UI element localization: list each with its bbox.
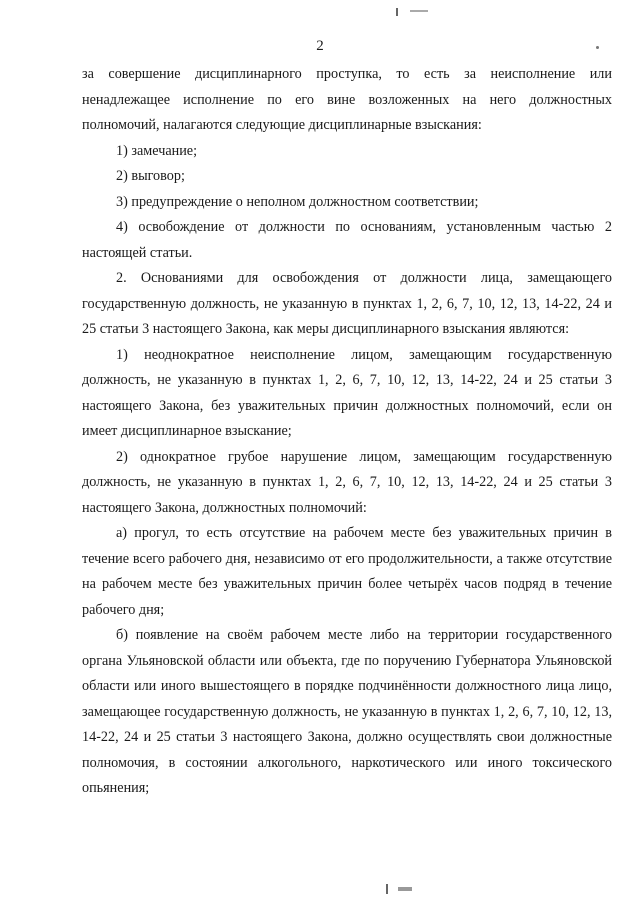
scan-artifact: [410, 10, 428, 12]
paragraph-intro: за совершение дисциплинарного проступка, то есть за неисполнение или ненадлежащее исполнение по его вине возложенных на него должностных полномочий, налагаются следующие дисциплинарные взыскания:: [82, 66, 612, 133]
scan-artifact: [396, 8, 398, 16]
scan-artifact: [398, 887, 412, 891]
list-item-absence: а) прогул, то есть отсутствие на рабочем месте без уважительных причин в течение всего рабочего дня, независимо от его продолжительности, а также отсутствие на рабочем месте без уважительных причин более четырёх часов подряд в течение рабочего дня;: [82, 525, 612, 618]
scan-artifact: [386, 884, 388, 894]
paragraph-section-2: 2. Основаниями для освобождения от должности лица, замещающего государственную должность, не указанную в пунктах 1, 2, 6, 7, 10, 12, 13, 14-22, 24 и 25 статьи 3 настоящего Закона, как меры дисциплинарного взыскания являются:: [82, 270, 612, 337]
list-item-intoxication: б) появление на своём рабочем месте либо на территории государственного органа Ульяновской области или объекта, где по поручению Губернатора Ульяновской области или иного вышестоящего в порядке подчинённости должностного лица лицо, замещающее государственную должность, не указанную в пунктах 1, 2, 6, 7, 10, 12, 13, 14-22, 24 и 25 статьи 3 настоящего Закона, должно осуществлять свои должностные полномочия, в состоянии алкогольного, наркотического или иного токсического опьянения;: [82, 627, 612, 796]
page-number: 2: [316, 38, 324, 54]
list-item-warning: 3) предупреждение о неполном должностном соответствии;: [116, 193, 479, 210]
list-item-gross-violation: 2) однократное грубое нарушение лицом, замещающим государственную должность, не указанную в пунктах 1, 2, 6, 7, 10, 12, 13, 14-22, 24 и 25 статьи 3 настоящего Закона, должностных полномочий:: [82, 448, 612, 516]
list-item-reprimand: 2) выговор;: [116, 168, 185, 184]
list-item-repeated-failure: 1) неоднократное неисполнение лицом, замещающим государственную должность, не указанную в пунктах 1, 2, 6, 7, 10, 12, 13, 14-22, 24 и 25 статьи 3 настоящего Закона, без уважительных причин должностных полномочий, если он имеет дисциплинарное взыскание;: [82, 346, 612, 439]
list-item-reprimand-remark: 1) замечание;: [116, 142, 198, 159]
document-body: [82, 62, 612, 802]
list-item-dismissal: 4) освобождение от должности по основаниям, установленным частью 2 настоящей статьи.: [82, 219, 612, 261]
